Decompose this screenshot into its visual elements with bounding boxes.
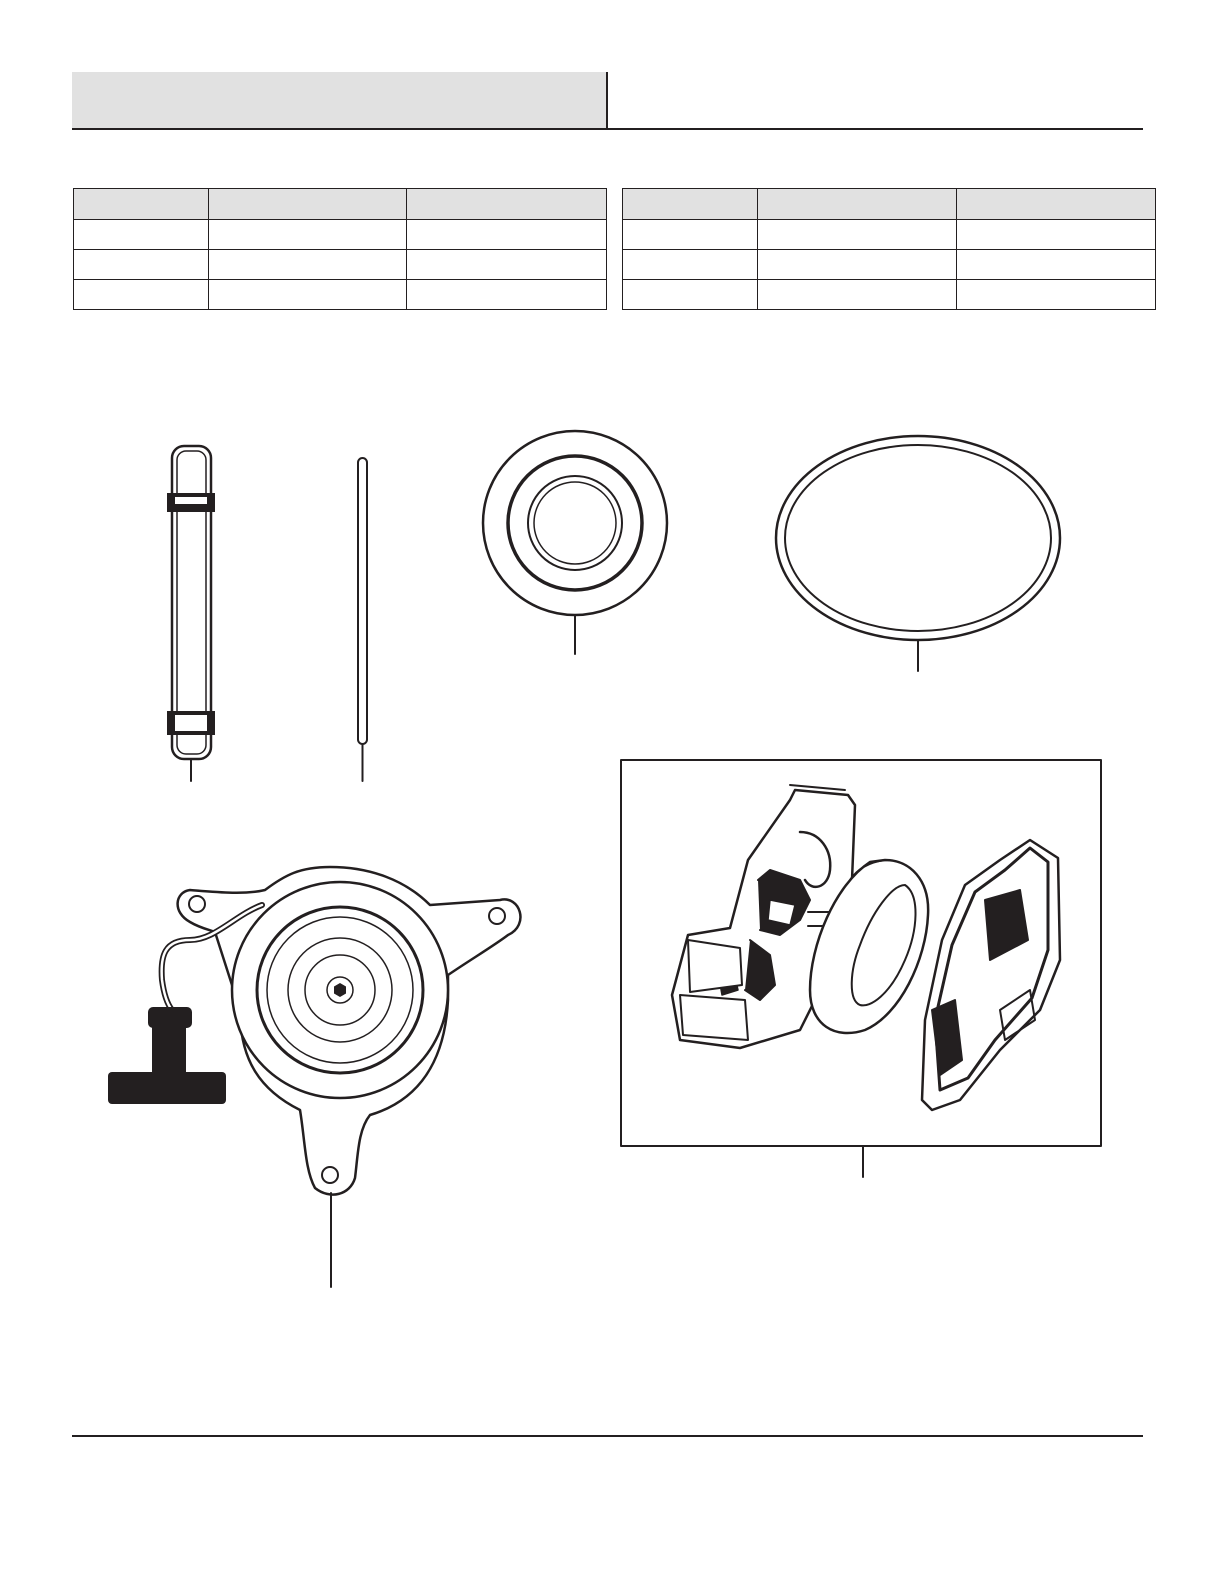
ring-seal-icon bbox=[483, 431, 667, 654]
housing-assembly-icon bbox=[621, 760, 1101, 1177]
mounting-strap-icon bbox=[167, 446, 215, 781]
oval-gasket-icon bbox=[776, 436, 1060, 671]
footer-rule bbox=[72, 1435, 1143, 1437]
pin-rod-icon bbox=[358, 458, 367, 781]
tripod-motor-plate-icon bbox=[108, 867, 520, 1287]
